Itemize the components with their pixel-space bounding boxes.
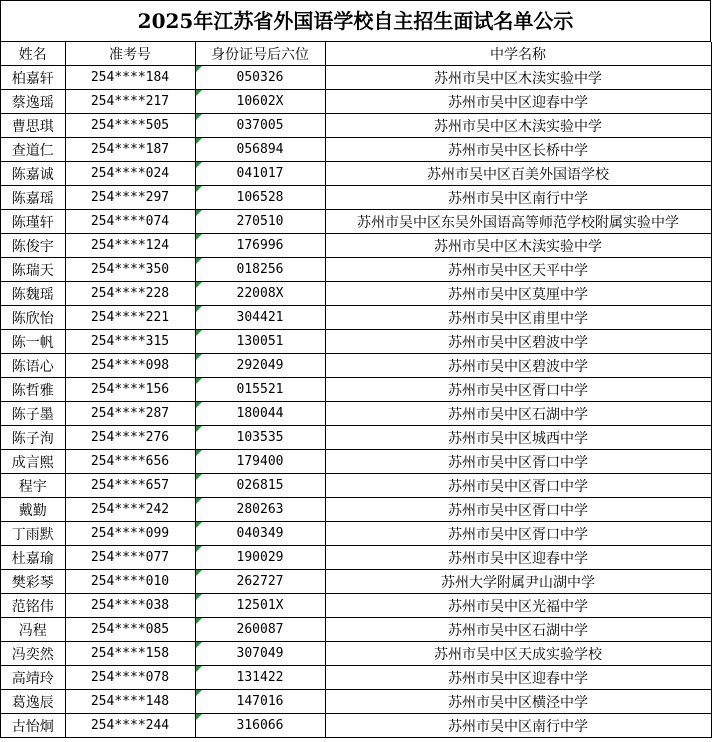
cell-id-tail[interactable]: 179400 — [195, 450, 325, 474]
cell-name[interactable]: 戴勤 — [1, 498, 65, 522]
cell-ticket[interactable]: 254****657 — [65, 474, 195, 498]
cell-name[interactable]: 成言熙 — [1, 450, 65, 474]
table-row — [1, 306, 711, 330]
cell-name[interactable]: 陈子洵 — [1, 426, 65, 450]
table-row — [1, 114, 711, 138]
table-row — [1, 426, 711, 450]
table-row — [1, 690, 711, 714]
cell-school[interactable]: 苏州市吴中区胥口中学 — [325, 474, 711, 498]
table-row — [1, 282, 711, 306]
cell-school[interactable]: 苏州市吴中区迎春中学 — [325, 90, 711, 114]
cell-name[interactable]: 陈嘉瑶 — [1, 186, 65, 210]
table-row — [1, 234, 711, 258]
cell-ticket[interactable]: 254****228 — [65, 282, 195, 306]
table-row — [1, 450, 711, 474]
cell-name[interactable]: 陈哲雅 — [1, 378, 65, 402]
cell-name[interactable]: 陈瑞天 — [1, 258, 65, 282]
table-row — [1, 378, 711, 402]
cell-school[interactable]: 苏州市吴中区长桥中学 — [325, 138, 711, 162]
cell-name[interactable]: 程宇 — [1, 474, 65, 498]
cell-ticket[interactable]: 254****038 — [65, 594, 195, 618]
header-name[interactable]: 姓名 — [1, 42, 65, 66]
cell-school[interactable]: 苏州市吴中区木渎实验中学 — [325, 66, 711, 90]
cell-ticket[interactable]: 254****315 — [65, 330, 195, 354]
header-id-tail[interactable]: 身份证号后六位 — [195, 42, 325, 66]
table-row — [1, 498, 711, 522]
cell-ticket[interactable]: 254****244 — [65, 714, 195, 738]
cell-name[interactable]: 陈语心 — [1, 354, 65, 378]
cell-id-tail[interactable]: 050326 — [195, 66, 325, 90]
cell-ticket[interactable]: 254****184 — [65, 66, 195, 90]
cell-school[interactable]: 苏州市吴中区南行中学 — [325, 186, 711, 210]
cell-id-tail[interactable]: 037005 — [195, 114, 325, 138]
table-row — [1, 186, 711, 210]
table-row — [1, 546, 711, 570]
cell-school[interactable]: 苏州市吴中区胥口中学 — [325, 378, 711, 402]
cell-name[interactable]: 范铭伟 — [1, 594, 65, 618]
cell-ticket[interactable]: 254****242 — [65, 498, 195, 522]
cell-name[interactable]: 查道仁 — [1, 138, 65, 162]
cell-id-tail[interactable]: 12501X — [195, 594, 325, 618]
cell-id-tail[interactable]: 307049 — [195, 642, 325, 666]
table-row — [1, 618, 711, 642]
cell-school[interactable]: 苏州市吴中区甫里中学 — [325, 306, 711, 330]
cell-id-tail[interactable]: 304421 — [195, 306, 325, 330]
cell-id-tail[interactable]: 270510 — [195, 210, 325, 234]
cell-school[interactable]: 苏州大学附属尹山湖中学 — [325, 570, 711, 594]
cell-school[interactable]: 苏州市吴中区木渎实验中学 — [325, 114, 711, 138]
cell-ticket[interactable]: 254****656 — [65, 450, 195, 474]
cell-name[interactable]: 蔡逸瑶 — [1, 90, 65, 114]
table-row — [1, 474, 711, 498]
cell-school[interactable]: 苏州市吴中区石湖中学 — [325, 402, 711, 426]
cell-school[interactable]: 苏州市吴中区南行中学 — [325, 714, 711, 738]
header-ticket[interactable]: 准考号 — [65, 42, 195, 66]
cell-school[interactable]: 苏州市吴中区迎春中学 — [325, 546, 711, 570]
cell-school[interactable]: 苏州市吴中区光福中学 — [325, 594, 711, 618]
table-row — [1, 90, 711, 114]
cell-ticket[interactable]: 254****156 — [65, 378, 195, 402]
cell-id-tail[interactable]: 176996 — [195, 234, 325, 258]
cell-school[interactable]: 苏州市吴中区胥口中学 — [325, 498, 711, 522]
cell-id-tail[interactable]: 280263 — [195, 498, 325, 522]
cell-ticket[interactable]: 254****276 — [65, 426, 195, 450]
cell-name[interactable]: 丁雨默 — [1, 522, 65, 546]
table-row — [1, 330, 711, 354]
cell-ticket[interactable]: 254****078 — [65, 666, 195, 690]
cell-ticket[interactable]: 254****010 — [65, 570, 195, 594]
cell-ticket[interactable]: 254****085 — [65, 618, 195, 642]
cell-school[interactable]: 苏州市吴中区碧波中学 — [325, 330, 711, 354]
table-row — [1, 402, 711, 426]
cell-name[interactable]: 陈瑾轩 — [1, 210, 65, 234]
cell-id-tail[interactable]: 103535 — [195, 426, 325, 450]
cell-name[interactable]: 杜嘉瑜 — [1, 546, 65, 570]
table-body — [1, 66, 711, 738]
cell-name[interactable]: 柏嘉轩 — [1, 66, 65, 90]
cell-ticket[interactable]: 254****099 — [65, 522, 195, 546]
table-row — [1, 210, 711, 234]
table-row — [1, 162, 711, 186]
cell-name[interactable]: 高靖玲 — [1, 666, 65, 690]
table-row — [1, 354, 711, 378]
cell-school[interactable]: 苏州市吴中区城西中学 — [325, 426, 711, 450]
cell-school[interactable]: 苏州市吴中区胥口中学 — [325, 522, 711, 546]
cell-ticket[interactable]: 254****217 — [65, 90, 195, 114]
cell-ticket[interactable]: 254****098 — [65, 354, 195, 378]
table-row — [1, 258, 711, 282]
cell-school[interactable]: 苏州市吴中区横泾中学 — [325, 690, 711, 714]
cell-school[interactable]: 苏州市吴中区天平中学 — [325, 258, 711, 282]
cell-id-tail[interactable]: 015521 — [195, 378, 325, 402]
cell-id-tail[interactable]: 041017 — [195, 162, 325, 186]
cell-name[interactable]: 曹思琪 — [1, 114, 65, 138]
header-row — [1, 42, 711, 66]
cell-school[interactable]: 苏州市吴中区东吴外国语高等师范学校附属实验中学 — [325, 210, 711, 234]
table-row — [1, 138, 711, 162]
cell-school[interactable]: 苏州市吴中区石湖中学 — [325, 618, 711, 642]
cell-id-tail[interactable]: 316066 — [195, 714, 325, 738]
cell-ticket[interactable]: 254****350 — [65, 258, 195, 282]
cell-school[interactable]: 苏州市吴中区碧波中学 — [325, 354, 711, 378]
table-row — [1, 522, 711, 546]
cell-id-tail[interactable]: 147016 — [195, 690, 325, 714]
cell-ticket[interactable]: 254****077 — [65, 546, 195, 570]
cell-ticket[interactable]: 254****024 — [65, 162, 195, 186]
cell-school[interactable]: 苏州市吴中区百美外国语学校 — [325, 162, 711, 186]
cell-name[interactable]: 陈俊宇 — [1, 234, 65, 258]
sheet-title: 2025年江苏省外国语学校自主招生面试名单公示 — [1, 1, 711, 42]
table-row — [1, 570, 711, 594]
table-row — [1, 714, 711, 738]
cell-name[interactable]: 冯奕然 — [1, 642, 65, 666]
cell-name[interactable]: 樊彩琴 — [1, 570, 65, 594]
cell-id-tail[interactable]: 10602X — [195, 90, 325, 114]
cell-id-tail[interactable]: 026815 — [195, 474, 325, 498]
cell-ticket[interactable]: 254****505 — [65, 114, 195, 138]
table-row — [1, 642, 711, 666]
cell-ticket[interactable]: 254****124 — [65, 234, 195, 258]
cell-ticket[interactable]: 254****187 — [65, 138, 195, 162]
header-school[interactable]: 中学名称 — [325, 42, 711, 66]
table-row — [1, 66, 711, 90]
cell-ticket[interactable]: 254****287 — [65, 402, 195, 426]
table-row — [1, 594, 711, 618]
cell-ticket[interactable]: 254****074 — [65, 210, 195, 234]
cell-id-tail[interactable]: 040349 — [195, 522, 325, 546]
cell-school[interactable]: 苏州市吴中区莫厘中学 — [325, 282, 711, 306]
cell-id-tail[interactable]: 292049 — [195, 354, 325, 378]
cell-id-tail[interactable]: 056894 — [195, 138, 325, 162]
cell-school[interactable]: 苏州市吴中区迎春中学 — [325, 666, 711, 690]
cell-id-tail[interactable]: 131422 — [195, 666, 325, 690]
cell-school[interactable]: 苏州市吴中区木渎实验中学 — [325, 234, 711, 258]
cell-ticket[interactable]: 254****297 — [65, 186, 195, 210]
cell-school[interactable]: 苏州市吴中区胥口中学 — [325, 450, 711, 474]
cell-name[interactable]: 陈嘉诚 — [1, 162, 65, 186]
cell-name[interactable]: 古怡炯 — [1, 714, 65, 738]
applicant-table — [1, 42, 712, 738]
cell-ticket[interactable]: 254****158 — [65, 642, 195, 666]
table-row — [1, 666, 711, 690]
cell-school[interactable]: 苏州市吴中区天成实验学校 — [325, 642, 711, 666]
cell-ticket[interactable]: 254****221 — [65, 306, 195, 330]
cell-id-tail[interactable]: 22008X — [195, 282, 325, 306]
cell-name[interactable]: 陈子墨 — [1, 402, 65, 426]
cell-ticket[interactable]: 254****148 — [65, 690, 195, 714]
cell-id-tail[interactable]: 190029 — [195, 546, 325, 570]
cell-name[interactable]: 冯程 — [1, 618, 65, 642]
cell-id-tail[interactable]: 130051 — [195, 330, 325, 354]
cell-name[interactable]: 陈一帆 — [1, 330, 65, 354]
cell-name[interactable]: 葛逸辰 — [1, 690, 65, 714]
cell-name[interactable]: 陈欣怡 — [1, 306, 65, 330]
cell-id-tail[interactable]: 262727 — [195, 570, 325, 594]
cell-id-tail[interactable]: 106528 — [195, 186, 325, 210]
cell-id-tail[interactable]: 180044 — [195, 402, 325, 426]
cell-id-tail[interactable]: 260087 — [195, 618, 325, 642]
cell-id-tail[interactable]: 018256 — [195, 258, 325, 282]
cell-name[interactable]: 陈魏瑶 — [1, 282, 65, 306]
